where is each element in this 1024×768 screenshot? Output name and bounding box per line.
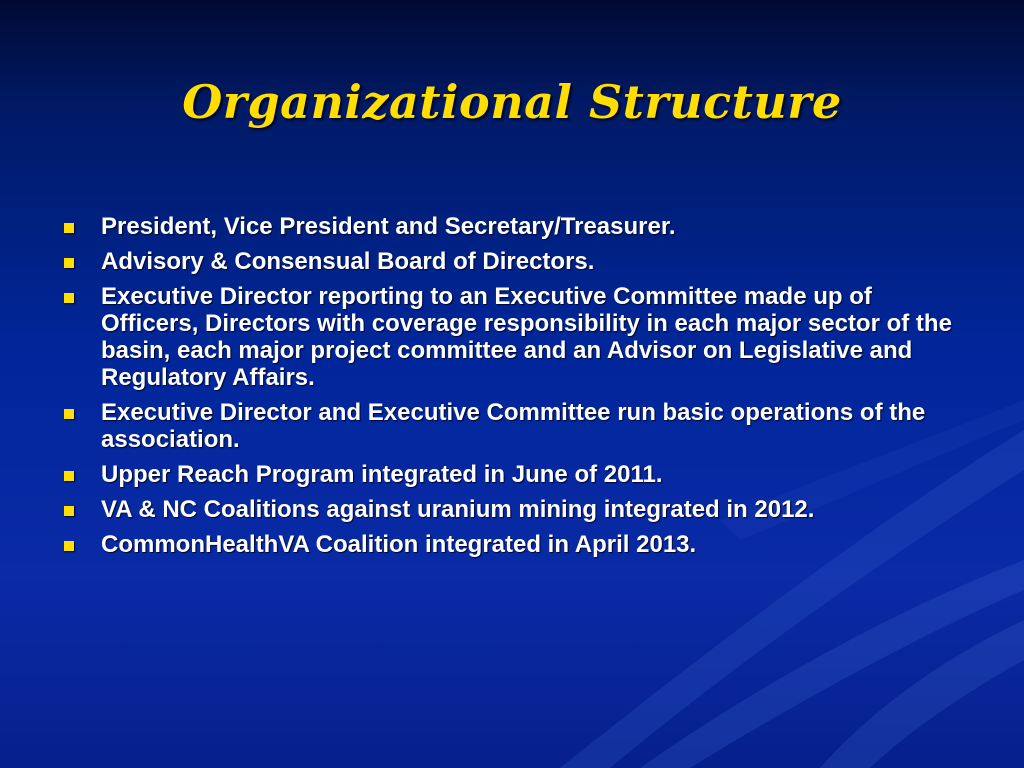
square-bullet-icon <box>64 223 74 233</box>
square-bullet-icon <box>64 409 74 419</box>
square-bullet-icon <box>64 471 74 481</box>
square-bullet-icon <box>64 506 74 516</box>
bullet-item <box>62 531 972 558</box>
bullet-item <box>62 461 972 488</box>
bullet-item <box>62 283 972 391</box>
bullet-text: President, Vice President and Secretary/Treasurer. <box>101 213 676 240</box>
bullet-item <box>62 213 972 240</box>
square-bullet-icon <box>64 541 74 551</box>
bullet-list <box>62 213 972 566</box>
bullet-text: VA & NC Coalitions against uranium mining integrated in 2012. <box>101 496 815 523</box>
square-bullet-icon <box>64 293 74 303</box>
slide-title: Organizational Structure <box>182 75 842 129</box>
bullet-item <box>62 496 972 523</box>
bullet-text: CommonHealthVA Coalition integrated in April 2013. <box>101 531 697 558</box>
bullet-item <box>62 248 972 275</box>
bullet-item <box>62 399 972 453</box>
square-bullet-icon <box>64 258 74 268</box>
bullet-text: Executive Director and Executive Committee run basic operations of the association. <box>101 399 926 453</box>
bullet-text: Executive Director reporting to an Executive Committee made up of Officers, Directors with coverage responsibility in each major sector of the basin, each major project committee and an Advisor on Legislative and Regulatory Affairs. <box>101 283 952 391</box>
bullet-text: Upper Reach Program integrated in June of 2011. <box>101 461 663 488</box>
bullet-text: Advisory & Consensual Board of Directors. <box>101 248 595 275</box>
